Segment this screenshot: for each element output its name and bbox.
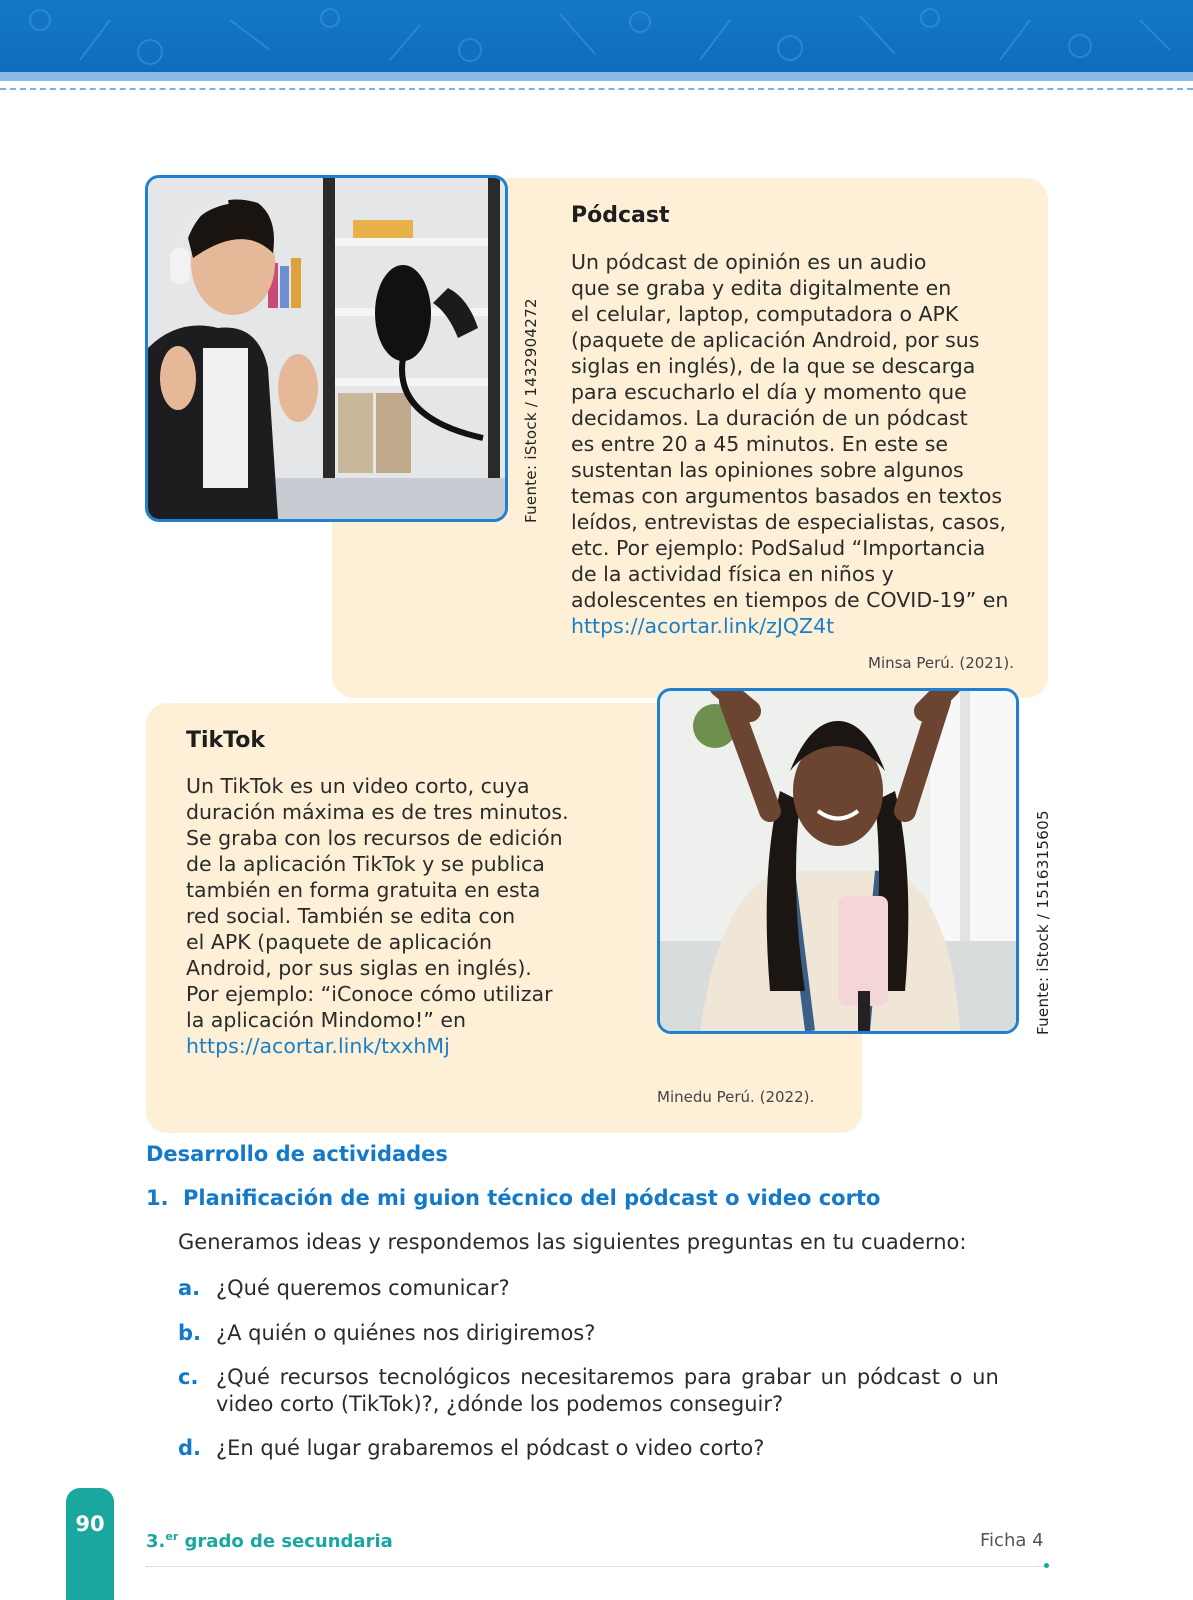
- page-number: 90: [75, 1512, 105, 1536]
- question-item: [178, 1364, 999, 1418]
- question-letter: d.: [178, 1436, 202, 1460]
- text-line: la aplicación Mindomo!” en: [186, 1008, 466, 1032]
- question-text: ¿Qué recursos tecnológicos necesitaremos para grabar un pódcast o un: [216, 1365, 999, 1389]
- tiktok-description: [186, 773, 626, 1059]
- grade-suffix: er: [165, 1530, 179, 1543]
- text-line: (paquete de aplicación Android, por sus: [571, 328, 980, 352]
- text-line: duración máxima es de tres minutos.: [186, 800, 569, 824]
- text-line: temas con argumentos basados en textos: [571, 484, 1003, 508]
- page-tab: [66, 1488, 114, 1600]
- podcast-photo: [145, 175, 508, 522]
- text-line: Android, por sus siglas en inglés).: [186, 956, 532, 980]
- question-text: ¿A quién o quiénes nos dirigiremos?: [216, 1321, 596, 1345]
- section-title: Desarrollo de actividades: [146, 1142, 448, 1166]
- question-text: ¿En qué lugar grabaremos el pódcast o video corto?: [216, 1436, 765, 1460]
- text-line: adolescentes en tiempos de COVID-19” en: [571, 588, 1009, 612]
- tiktoker-image-icon: [660, 691, 1016, 1031]
- podcast-source: Minsa Perú. (2021).: [868, 654, 1014, 672]
- header-stripe: [0, 72, 1193, 81]
- question-text-continued: video corto (TikTok)?, ¿dónde los podemos conseguir?: [216, 1392, 784, 1416]
- text-line: siglas en inglés), de la que se descarga: [571, 354, 976, 378]
- text-line: el APK (paquete de aplicación: [186, 930, 492, 954]
- text-line: es entre 20 a 45 minutos. En este se: [571, 432, 948, 456]
- text-line: Se graba con los recursos de edición: [186, 826, 563, 850]
- text-line: para escucharlo el día y momento que: [571, 380, 967, 404]
- question-item: [178, 1275, 510, 1302]
- activity-heading: [146, 1186, 880, 1210]
- question-letter: c.: [178, 1365, 199, 1389]
- activity-number: 1.: [146, 1186, 169, 1210]
- text-line: decidamos. La duración de un pódcast: [571, 406, 968, 430]
- header-doodles-icon: [0, 0, 1193, 72]
- tiktok-photo: [657, 688, 1019, 1034]
- text-line: etc. Por ejemplo: PodSalud “Importancia: [571, 536, 986, 560]
- text-line: sustentan las opiniones sobre algunos: [571, 458, 964, 482]
- grade-number: 3.: [146, 1531, 166, 1552]
- footer-dot-icon: [1044, 1563, 1049, 1568]
- tiktok-source: Minedu Perú. (2022).: [657, 1088, 815, 1106]
- question-letter: b.: [178, 1321, 202, 1345]
- text-line: Un pódcast de opinión es un audio: [571, 250, 927, 274]
- footer-divider: [146, 1566, 1046, 1567]
- podcast-link[interactable]: https://acortar.link/zJQZ4t: [571, 614, 835, 638]
- question-item: [178, 1320, 595, 1347]
- podcast-photo-credit: Fuente: iStock / 1432904272: [522, 298, 540, 523]
- question-text: ¿Qué queremos comunicar?: [216, 1276, 510, 1300]
- text-line: el celular, laptop, computadora o APK: [571, 302, 959, 326]
- text-line: Por ejemplo: “iConoce cómo utilizar: [186, 982, 553, 1006]
- text-line: de la actividad física en niños y: [571, 562, 894, 586]
- header-band: [0, 0, 1193, 72]
- tiktok-title: TikTok: [186, 728, 266, 753]
- text-line: red social. También se edita con: [186, 904, 516, 928]
- text-line: leídos, entrevistas de especialistas, casos,: [571, 510, 1007, 534]
- grade-label: grado de secundaria: [178, 1531, 393, 1552]
- footer-grade: [146, 1530, 393, 1552]
- activity-intro: Generamos ideas y respondemos las siguientes preguntas en tu cuaderno:: [178, 1230, 967, 1254]
- tiktok-photo-credit: Fuente: iStock / 1516315605: [1034, 810, 1052, 1035]
- text-line: también en forma gratuita en esta: [186, 878, 541, 902]
- podcast-title: Pódcast: [571, 203, 670, 228]
- header-dashed-line: [0, 88, 1193, 90]
- question-item: [178, 1435, 764, 1462]
- podcast-description: [571, 249, 1041, 639]
- text-line: Un TikTok es un video corto, cuya: [186, 774, 530, 798]
- tiktok-link[interactable]: https://acortar.link/txxhMj: [186, 1034, 450, 1058]
- question-letter: a.: [178, 1276, 201, 1300]
- footer-ficha: Ficha 4: [980, 1530, 1044, 1551]
- text-line: que se graba y edita digitalmente en: [571, 276, 952, 300]
- text-line: de la aplicación TikTok y se publica: [186, 852, 545, 876]
- activity-title: Planificación de mi guion técnico del pódcast o video corto: [183, 1186, 881, 1210]
- podcaster-image-icon: [148, 178, 505, 519]
